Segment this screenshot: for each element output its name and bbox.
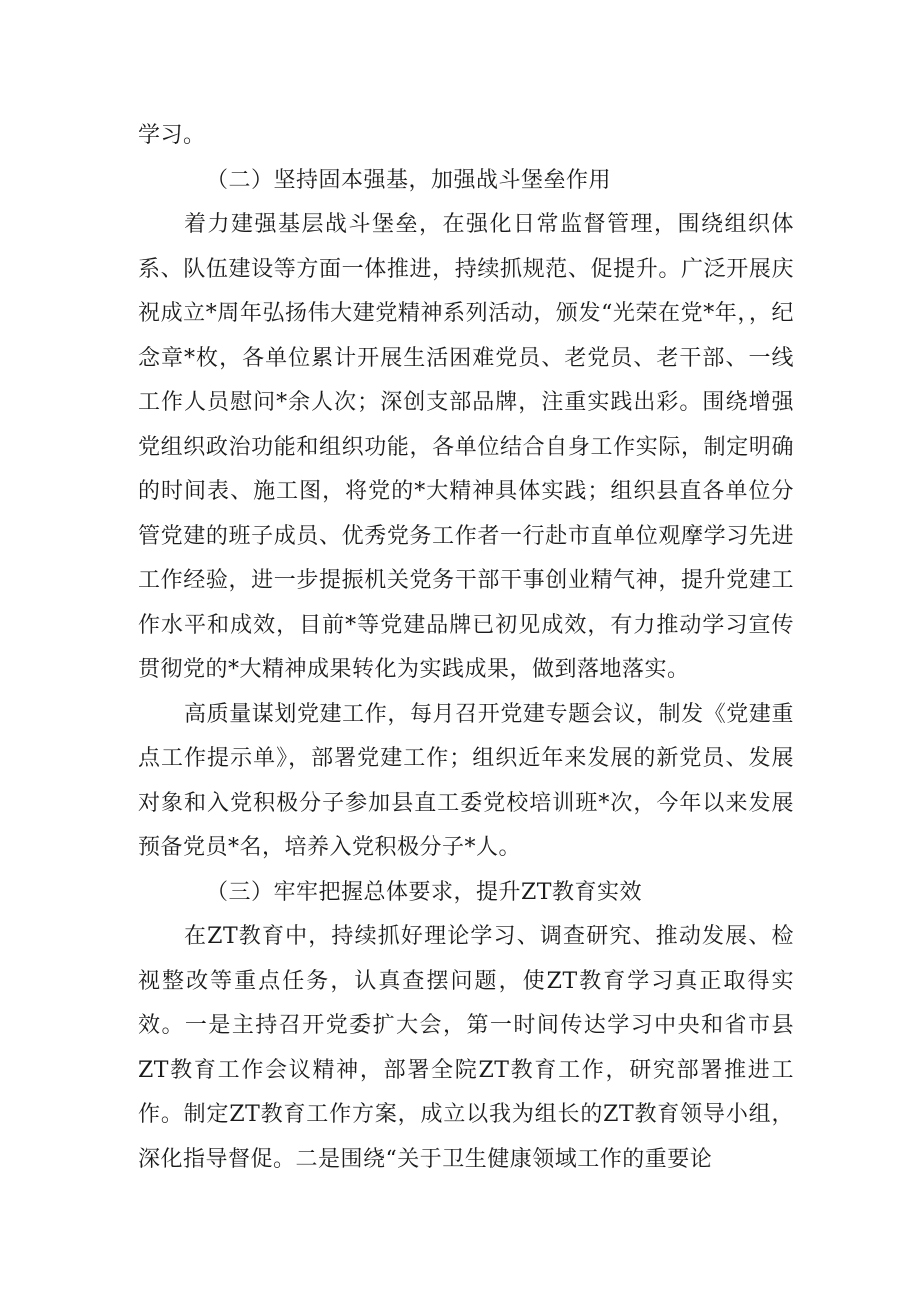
continuation-text: 学习。 bbox=[138, 123, 206, 148]
section-heading-three: （三）牢牢把握总体要求，提升ZT教育实效 bbox=[206, 879, 642, 905]
document-body bbox=[138, 114, 794, 1182]
section-heading-two: （二）坚持固本强基，加强战斗堡垒作用 bbox=[206, 167, 612, 193]
paragraph: 高质量谋划党建工作，每月召开党建专题会议，制发《党建重点工作提示单》，部署党建工作；组织近年来发展的新党员、发展对象和入党积极分子参加县直工委党校培训班*次，今年以来发展预备党员*名，培养入党积极分子*人。 bbox=[138, 701, 794, 860]
paragraph: 在ZT教育中，持续抓好理论学习、调查研究、推动发展、检视整改等重点任务，认真查摆问题，使ZT教育学习真正取得实效。一是主持召开党委扩大会，第一时间传达学习中央和省市县ZT教育工作会议精神，部署全院ZT教育工作，研究部署推进工作。制定ZT教育工作方案，成立以我为组长的ZT教育领导小组，深化指导督促。二是围绕“关于卫生健康领域工作的重要论 bbox=[138, 924, 794, 1172]
paragraph: 着力建强基层战斗堡垒，在强化日常监督管理，围绕组织体系、队伍建设等方面一体推进，持续抓规范、促提升。广泛开展庆祝成立*周年弘扬伟大建党精神系列活动，颁发“光荣在党*年，，纪念章*枚，各单位累计开展生活困难党员、老党员、老干部、一线工作人员慰问*余人次；深创支部品牌，注重实践出彩。围绕增强党组织政治功能和组织功能，各单位结合自身工作实际，制定明确的时间表、施工图，将党的*大精神具体实践；组织县直各单位分管党建的班子成员、优秀党务工作者一行赴市直单位观摩学习先进工作经验，进一步提振机关党务干部干事创业精气神，提升党建工作水平和成效，目前*等党建品牌已初见成效，有力推动学习宣传贯彻党的*大精神成果转化为实践成果，做到落地落实。 bbox=[138, 212, 794, 682]
